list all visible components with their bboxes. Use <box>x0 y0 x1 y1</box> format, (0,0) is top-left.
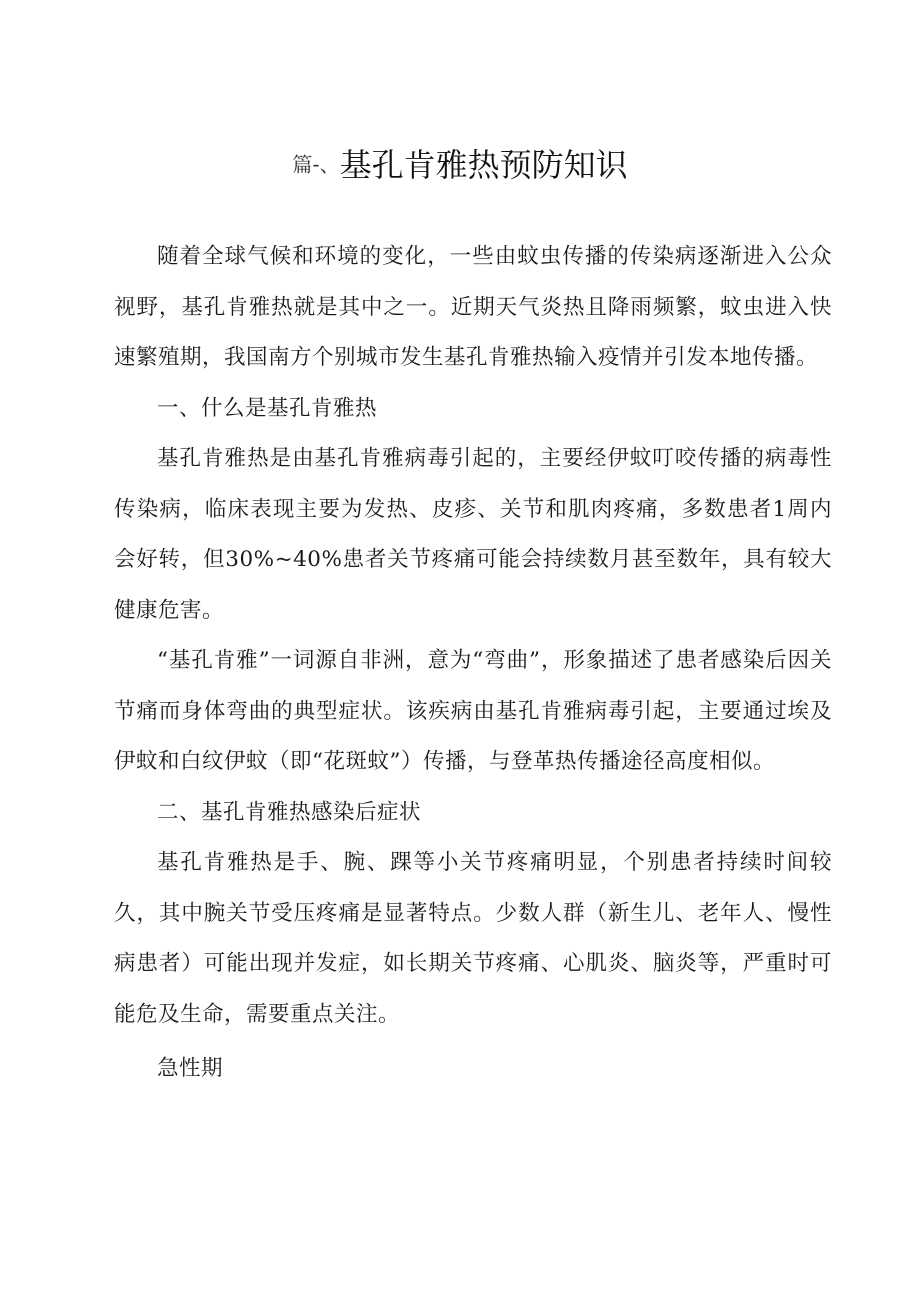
document-body <box>114 232 832 1095</box>
symptoms-paragraph: 基孔肯雅热是手、腕、踝等小关节疼痛明显，个别患者持续时间较久，其中腕关节受压疼痛是显著特点。少数人群（新生儿、老年人、慢性病患者）可能出现并发症，如长期关节疼痛、心肌炎、脑炎等，严重时可能危及生命，需要重点关注。 <box>114 850 832 1027</box>
definition-paragraph: 基孔肯雅热是由基孔肯雅病毒引起的，主要经伊蚊叮咬传播的病毒性传染病，临床表现主要为发热、皮疹、关节和肌肉疼痛，多数患者1周内会好转，但30%~40%患者关节疼痛可能会持续数月甚至数年，具有较大健康危害。 <box>114 446 832 623</box>
title-prefix: 篇-、 <box>292 152 340 177</box>
section-2-heading: 二、基孔肯雅热感染后症状 <box>157 799 422 825</box>
acute-phase-heading: 急性期 <box>157 1056 224 1081</box>
document-title <box>0 140 920 186</box>
title-text: 基孔肯雅热预防知识 <box>339 146 628 184</box>
etymology-paragraph: “基孔肯雅”一词源自非洲，意为“弯曲”，形象描述了患者感染后因关节痛而身体弯曲的典型症状。该疾病由基孔肯雅病毒引起，主要通过埃及伊蚊和白纹伊蚊（即“花斑蚊”）传播，与登革热传播途径高度相似。 <box>114 648 832 774</box>
intro-paragraph: 随着全球气候和环境的变化，一些由蚊虫传播的传染病逐渐进入公众视野，基孔肯雅热就是其中之一。近期天气炎热且降雨频繁，蚊虫进入快速繁殖期，我国南方个别城市发生基孔肯雅热输入疫情并引发本地传播。 <box>114 244 832 370</box>
section-1-heading: 一、什么是基孔肯雅热 <box>157 395 378 421</box>
